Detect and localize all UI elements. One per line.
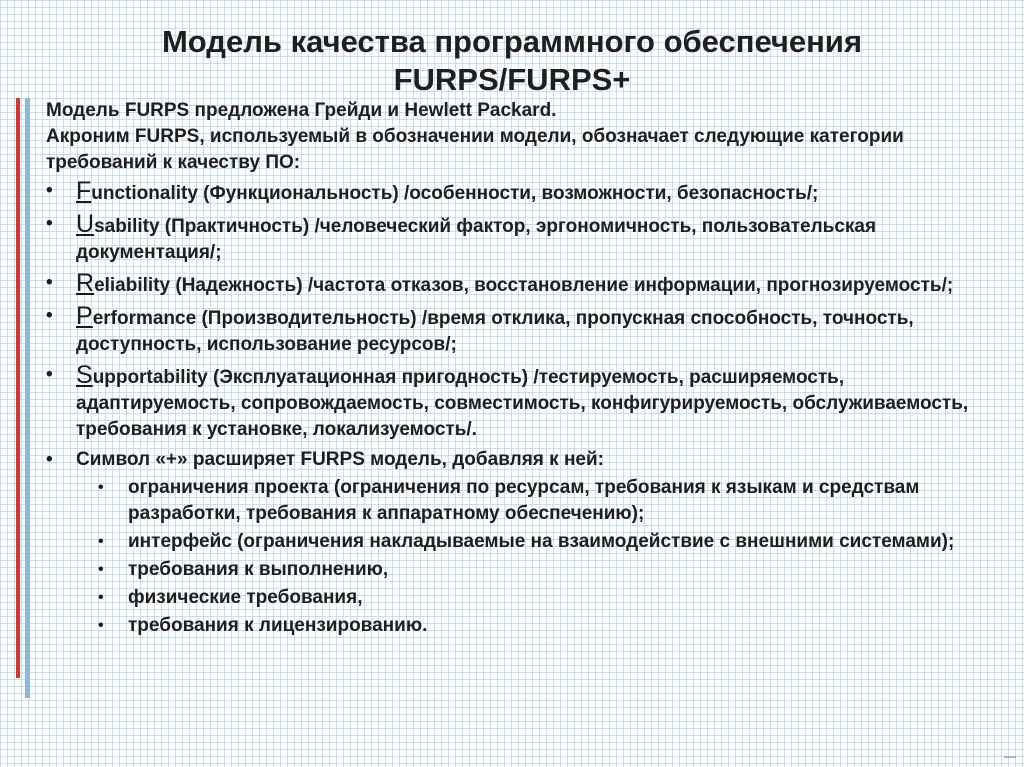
intro-line-2: Акроним FURPS, используемый в обозначении модели, обозначает следующие категории требований к качеству ПО: xyxy=(46,126,904,173)
list-item-functionality xyxy=(46,178,1006,207)
sub-list-item xyxy=(76,585,1006,611)
accent-bar-blue xyxy=(25,98,30,698)
bullet-icon: • xyxy=(98,617,104,634)
bullet-icon: • xyxy=(46,213,53,234)
category-text: sability (Практичность) /человеческий фактор, эргономичность, пользовательская документация/; xyxy=(76,216,877,263)
bullet-icon: • xyxy=(46,449,53,470)
list-item-performance xyxy=(46,303,1006,358)
intro-text xyxy=(46,98,1006,176)
category-initial: F xyxy=(76,177,92,205)
intro-line-1: Модель FURPS предложена Грейди и Hewlett Packard. xyxy=(46,100,557,121)
sub-list-item xyxy=(76,613,1006,639)
sub-item-text: интерфейс (ограничения накладываемые на взаимодействие с внешними системами); xyxy=(128,531,955,552)
sub-item-text: физические требования, xyxy=(128,587,363,608)
slide-title xyxy=(0,23,1024,99)
accent-bar-red xyxy=(16,98,20,678)
slide-content xyxy=(46,98,1006,643)
list-item-plus xyxy=(46,447,1006,639)
title-line-2: FURPS/FURPS+ xyxy=(393,61,631,97)
category-text: erformance (Производительность) /время отклика, пропускная способность, точность, доступность, использование ресурсов/; xyxy=(76,308,914,355)
sub-item-text: требования к выполнению, xyxy=(128,559,389,580)
category-initial: P xyxy=(76,302,93,330)
bullet-icon: • xyxy=(98,589,104,606)
bullet-icon: • xyxy=(98,479,104,496)
category-text: unctionality (Функциональность) /особенности, возможности, безопасность/; xyxy=(91,183,819,204)
sub-list-item xyxy=(76,557,1006,583)
title-line-1: Модель качества программного обеспечения xyxy=(161,23,863,59)
category-initial: U xyxy=(76,210,95,238)
bullet-icon: • xyxy=(98,533,104,550)
category-text: upportability (Эксплуатационная пригодность) /тестируемость, расширяемость, адаптируемость, сопровождаемость, совместимость, конфигурируемость, обслуживаемость, требования к установке, локализуемость/. xyxy=(76,367,969,440)
category-initial: S xyxy=(76,361,93,389)
bullet-icon: • xyxy=(46,305,53,326)
category-list xyxy=(46,178,1006,639)
plus-text: Символ «+» расширяет FURPS модель, добавляя к ней: xyxy=(76,449,605,470)
list-item-supportability xyxy=(46,362,1006,443)
plus-sub-list xyxy=(76,475,1006,639)
bullet-icon: • xyxy=(98,561,104,578)
page-number: — xyxy=(1004,749,1016,763)
bullet-icon: • xyxy=(46,272,53,293)
list-item-usability xyxy=(46,211,1006,266)
sub-item-text: ограничения проекта (ограничения по ресурсам, требования к языкам и средствам разработки, требования к аппаратному обеспечению); xyxy=(128,477,920,524)
category-initial: R xyxy=(76,269,95,297)
sub-list-item xyxy=(76,475,1006,527)
bullet-icon: • xyxy=(46,180,53,201)
category-text: eliability (Надежность) /частота отказов, восстановление информации, прогнозируемость/; xyxy=(94,275,954,296)
bullet-icon: • xyxy=(46,364,53,385)
list-item-reliability xyxy=(46,270,1006,299)
sub-list-item xyxy=(76,529,1006,555)
sub-item-text: требования к лицензированию. xyxy=(128,615,428,636)
